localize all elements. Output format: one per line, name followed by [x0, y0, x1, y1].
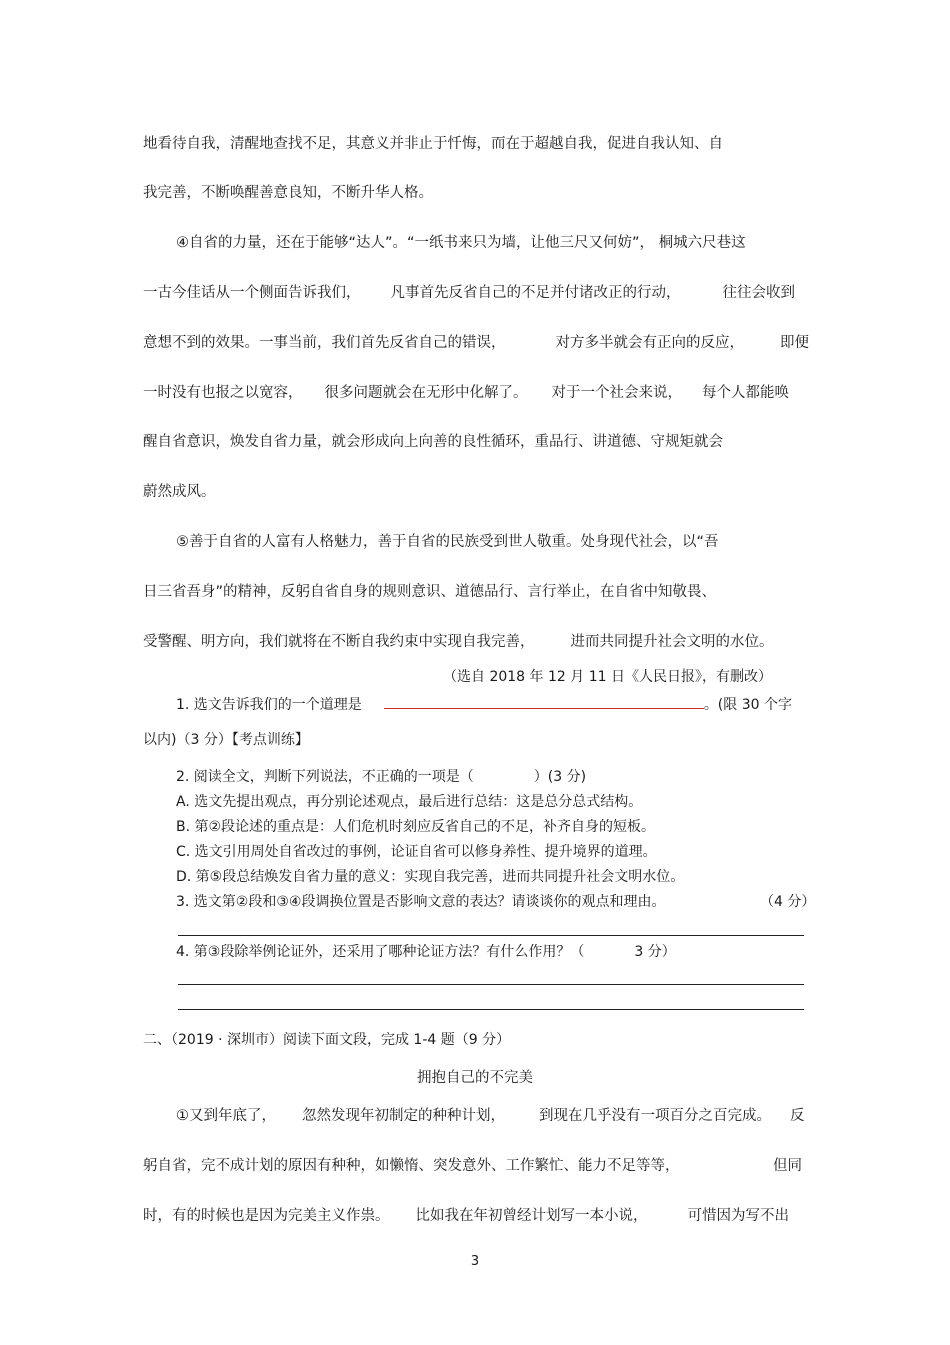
question-text: 2. 阅读全文，判断下列说法，不正确的一项是（	[176, 769, 474, 785]
answer-line[interactable]	[178, 935, 804, 936]
text-segment: 对于一个社会来说，	[551, 385, 682, 401]
text-segment: 但同	[773, 1158, 802, 1174]
question-2	[176, 768, 586, 786]
passage-line	[143, 1207, 789, 1225]
page-number: 3	[470, 1254, 480, 1269]
text-segment: 对方多半就会有正向的反应，	[555, 335, 744, 351]
question-score: 3 分）	[634, 944, 676, 960]
text-segment: 忽然发现年初制定的种种计划，	[302, 1108, 505, 1124]
text-segment: 一古今佳话从一个侧面告诉我们，	[143, 285, 361, 301]
text-segment: 每个人都能唤	[702, 385, 789, 401]
passage-line	[143, 633, 774, 651]
text-segment: 进而共同提升社会文明的水位。	[570, 634, 774, 650]
text-segment: 反	[790, 1108, 805, 1124]
answer-line[interactable]	[178, 1009, 804, 1010]
question-score: ）(3 分)	[533, 769, 587, 785]
passage-line: 醒自省意识，焕发自省力量，就会形成向上向善的良性循环，重品行、讲道德、守规矩就会	[143, 434, 723, 450]
question-text: 4. 第③段除举例论证外，还采用了哪种论证方法？有什么作用？（	[176, 944, 585, 960]
question-text: 。(限 30 个字	[703, 697, 792, 713]
question-score: （4 分）	[760, 894, 816, 910]
section-heading: 二、（2019 · 深圳市）阅读下面文段，完成 1-4 题（9 分）	[143, 1032, 511, 1048]
option-c: C. 选文引用周处自省改过的事例，论证自省可以修身养性、提升境界的道理。	[176, 844, 657, 860]
question-1	[176, 694, 792, 714]
text-segment: 受警醒、明方向，我们就将在不断自我约束中实现自我完善，	[143, 634, 535, 650]
question-text: 以内)（3 分）【考点训练】	[143, 732, 309, 748]
passage-line: 日三省吾身”的精神，反躬自省自身的规则意识、道德品行、言行举止，在自省中知敬畏、	[143, 584, 717, 600]
passage-line	[176, 1107, 771, 1125]
option-b: B. 第②段论述的重点是：人们危机时刻应反省自己的不足，补齐自身的短板。	[176, 819, 656, 835]
passage-line: 蔚然成风。	[143, 484, 216, 500]
question-text: 1. 选文告诉我们的一个道理是	[176, 697, 362, 713]
question-3: 3. 选文第②段和③④段调换位置是否影响文意的表达？请谈谈你的观点和理由。	[176, 894, 666, 910]
article-title: 拥抱自己的不完美	[417, 1070, 533, 1086]
option-d: D. 第⑤段总结焕发自省力量的意义：实现自我完善，进而共同提升社会文明水位。	[176, 869, 685, 885]
text-segment: 一时没有也报之以宽容，	[143, 385, 303, 401]
passage-line	[143, 284, 795, 302]
text-segment: 凡事首先反省自己的不足并付诸改正的行动，	[390, 285, 681, 301]
text-segment: ①又到年底了，	[176, 1108, 276, 1124]
text-segment: 比如我在年初曾经计划写一本小说，	[415, 1208, 648, 1224]
text-segment: 可惜因为写不出	[687, 1208, 789, 1224]
text-segment: 即便	[780, 335, 809, 351]
answer-blank[interactable]	[384, 694, 704, 709]
passage-line: ④自省的力量，还在于能够“达人”。“一纸书来只为墙，让他三尺又何妨”， 桐城六尺巷这	[176, 235, 746, 251]
passage-line: 我完善，不断唤醒善意良知，不断升华人格。	[143, 185, 433, 201]
passage-line: 躬自省，完不成计划的原因有种种，如懒惰、突发意外、工作繁忙、能力不足等等，	[143, 1158, 680, 1174]
text-segment: 意想不到的效果。一事当前，我们首先反省自己的错误，	[143, 335, 506, 351]
source-citation: （选自 2018 年 12 月 11 日《人民日报》，有删改）	[443, 669, 772, 685]
passage-line	[143, 334, 809, 352]
passage-line	[143, 384, 789, 402]
answer-line[interactable]	[178, 984, 804, 985]
text-segment: 到现在几乎没有一项百分之百完成。	[539, 1108, 771, 1124]
text-segment: 很多问题就会在无形中化解了。	[324, 385, 528, 401]
text-segment: 往往会收到	[722, 285, 795, 301]
passage-line: 地看待自我，清醒地查找不足，其意义并非止于忏悔，而在于超越自我，促进自我认知、自	[143, 136, 723, 152]
passage-line: ⑤善于自省的人富有人格魅力，善于自省的民族受到世人敬重。处身现代社会，以“吾	[176, 534, 719, 550]
text-segment: 时，有的时候也是因为完美主义作祟。	[143, 1208, 390, 1224]
option-a: A. 选文先提出观点，再分别论述观点，最后进行总结：这是总分总式结构。	[176, 794, 643, 810]
question-4	[176, 943, 676, 961]
